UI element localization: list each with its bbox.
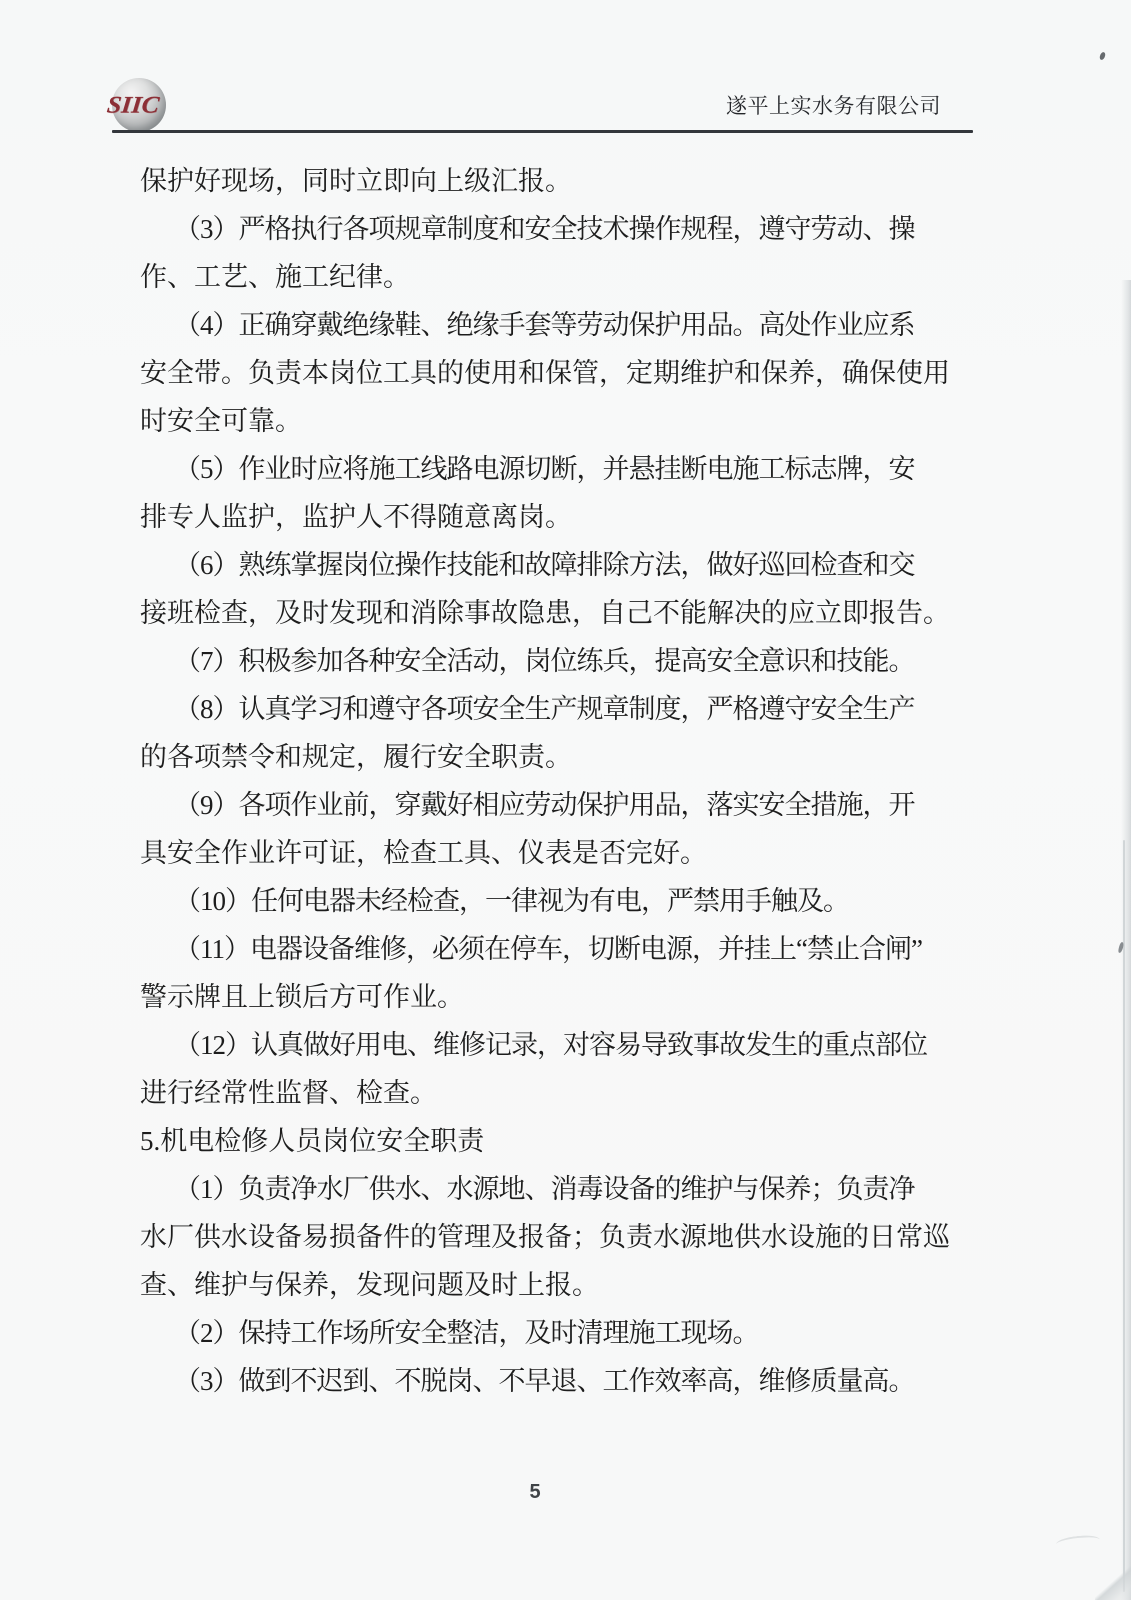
body-line: 作、工艺、施工纪律。: [140, 262, 410, 292]
body-line: （11）电器设备维修，必须在停车，切断电源，并挂上“禁止合闸”: [174, 934, 922, 964]
body-line: （8）认真学习和遵守各项安全生产规章制度，严格遵守安全生产: [174, 694, 915, 724]
scan-squiggle-mark: [1055, 1534, 1100, 1551]
page-header: [0, 0, 1131, 140]
body-line: 接班检查，及时发现和消除事故隐患，自己不能解决的应立即报告。: [140, 598, 950, 628]
body-line: 警示牌且上锁后方可作业。: [140, 982, 464, 1012]
body-line: 时安全可靠。: [140, 406, 302, 436]
body-line: 进行经常性监督、检查。: [140, 1078, 437, 1108]
body-line: （3）做到不迟到、不脱岗、不早退、工作效率高，维修质量高。: [174, 1366, 915, 1396]
body-line: 保护好现场，同时立即向上级汇报。: [140, 166, 572, 196]
body-line: 安全带。负责本岗位工具的使用和保管，定期维护和保养，确保使用: [140, 358, 950, 388]
scan-corner-mark: [1095, 1555, 1131, 1600]
header-divider: [112, 130, 973, 133]
body-line: （4）正确穿戴绝缘鞋、绝缘手套等劳动保护用品。高处作业应系: [174, 310, 915, 340]
body-line: 具安全作业许可证，检查工具、仪表是否完好。: [140, 838, 707, 868]
company-name: 遂平上实水务有限公司: [726, 94, 941, 118]
body-line: （5）作业时应将施工线路电源切断，并悬挂断电施工标志牌，安: [174, 454, 915, 484]
company-logo: [105, 77, 180, 133]
page-number: 5: [529, 1481, 541, 1503]
body-line: 水厂供水设备易损备件的管理及报备；负责水源地供水设施的日常巡: [140, 1222, 950, 1252]
body-line: （12）认真做好用电、维修记录，对容易导致事故发生的重点部位: [174, 1030, 927, 1060]
body-line: （6）熟练掌握岗位操作技能和故障排除方法，做好巡回检查和交: [174, 550, 915, 580]
body-line: 5.机电检修人员岗位安全职责: [140, 1126, 485, 1156]
body-line: （3）严格执行各项规章制度和安全技术操作规程，遵守劳动、操: [174, 214, 915, 244]
body-line: （2）保持工作场所安全整洁，及时清理施工现场。: [174, 1318, 759, 1348]
body-line: （10）任何电器未经检查，一律视为有电，严禁用手触及。: [174, 886, 849, 916]
scan-edge-line: [1123, 840, 1125, 1592]
document-body: [140, 157, 1000, 1405]
body-line: （9）各项作业前，穿戴好相应劳动保护用品，落实安全措施，开: [174, 790, 915, 820]
body-line: 查、维护与保养，发现问题及时上报。: [140, 1270, 599, 1300]
body-line: 的各项禁令和规定，履行安全职责。: [140, 742, 572, 772]
logo-wordmark: SIIC: [105, 91, 161, 118]
body-line: （1）负责净水厂供水、水源地、消毒设备的维护与保养；负责净: [174, 1174, 915, 1204]
body-line: 排专人监护，监护人不得随意离岗。: [140, 502, 572, 532]
body-line: （7）积极参加各种安全活动，岗位练兵，提高安全意识和技能。: [174, 646, 915, 676]
